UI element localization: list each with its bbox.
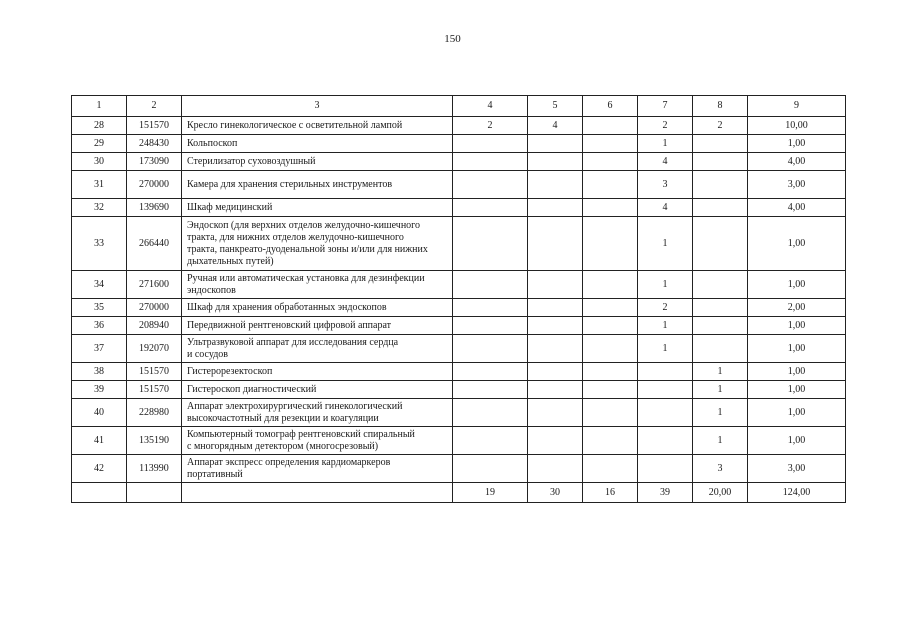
row-value-cell-c4 [453,299,528,317]
row-value-cell-c9: 1,00 [748,427,846,455]
table-header-row [72,96,846,117]
row-value-cell-c4 [453,335,528,363]
header-cell: 1 [72,96,127,117]
row-code-cell: 248430 [127,135,182,153]
row-name-line: Передвижной рентгеновский цифровой аппарат [187,319,392,331]
row-number-cell: 29 [72,135,127,153]
row-value-cell-c5 [528,135,583,153]
row-value-cell-c8 [693,153,748,171]
row-name-line: эндоскопов [187,284,236,296]
row-value-cell-c5 [528,399,583,427]
row-value-cell-c8: 1 [693,363,748,381]
row-value-cell-c5 [528,199,583,217]
table-row [72,427,846,455]
table-row [72,317,846,335]
row-value-cell-c6 [583,117,638,135]
row-value-cell-c9: 3,00 [748,171,846,199]
row-value-cell-c4 [453,271,528,299]
row-number-cell: 39 [72,381,127,399]
row-number-cell: 31 [72,171,127,199]
row-name-cell [182,199,453,217]
row-value-cell-c9: 4,00 [748,199,846,217]
row-value-cell-c6 [583,363,638,381]
row-value-cell-c6 [583,153,638,171]
totals-row [72,483,846,503]
row-number-cell: 28 [72,117,127,135]
row-value-cell-c4: 2 [453,117,528,135]
row-value-cell-c6 [583,455,638,483]
equipment-table [71,95,846,503]
table-row [72,335,846,363]
row-value-cell-c9: 3,00 [748,455,846,483]
table-row [72,299,846,317]
row-code-cell: 208940 [127,317,182,335]
row-name-line: Стерилизатор суховоздушный [187,155,316,167]
row-value-cell-c9: 1,00 [748,381,846,399]
row-value-cell-c6 [583,427,638,455]
totals-empty-cell [182,483,453,503]
row-value-cell-c4 [453,217,528,271]
total-cell-c4: 19 [453,483,528,503]
row-value-cell-c5 [528,171,583,199]
row-name-cell [182,427,453,455]
row-name-line: Аппарат экспресс определения кардиомаркеров [187,456,391,468]
row-value-cell-c6 [583,399,638,427]
row-value-cell-c7: 1 [638,335,693,363]
row-name-line: Компьютерный томограф рентгеновский спиральный [187,428,415,440]
row-value-cell-c5: 4 [528,117,583,135]
row-name-cell [182,363,453,381]
row-name-line: с многорядным детектором (многосрезовый) [187,440,379,452]
row-value-cell-c5 [528,299,583,317]
row-value-cell-c8 [693,171,748,199]
row-code-cell: 270000 [127,299,182,317]
row-name-line: дыхательных путей) [187,255,274,267]
table-row [72,117,846,135]
row-value-cell-c7: 1 [638,217,693,271]
row-name-cell [182,135,453,153]
row-name-line: Шкаф для хранения обработанных эндоскопов [187,301,387,313]
row-value-cell-c8 [693,335,748,363]
row-value-cell-c7: 2 [638,299,693,317]
table-row [72,171,846,199]
row-value-cell-c6 [583,381,638,399]
header-cell: 7 [638,96,693,117]
row-name-cell [182,271,453,299]
row-value-cell-c7 [638,427,693,455]
row-code-cell: 113990 [127,455,182,483]
row-value-cell-c4 [453,427,528,455]
row-code-cell: 139690 [127,199,182,217]
row-number-cell: 38 [72,363,127,381]
row-value-cell-c9: 1,00 [748,135,846,153]
row-name-cell [182,455,453,483]
row-number-cell: 41 [72,427,127,455]
row-value-cell-c8: 2 [693,117,748,135]
row-name-line: высокочастотный для резекции и коагуляции [187,412,379,424]
row-number-cell: 36 [72,317,127,335]
row-value-cell-c6 [583,135,638,153]
total-cell-c7: 39 [638,483,693,503]
row-value-cell-c4 [453,381,528,399]
row-value-cell-c7: 1 [638,317,693,335]
row-value-cell-c7 [638,363,693,381]
row-value-cell-c8 [693,299,748,317]
header-cell: 2 [127,96,182,117]
page-number: 150 [444,33,461,45]
header-cell: 5 [528,96,583,117]
table-row [72,381,846,399]
row-value-cell-c4 [453,199,528,217]
row-code-cell: 151570 [127,381,182,399]
row-name-cell [182,317,453,335]
row-name-line: Ручная или автоматическая установка для дезинфекции [187,272,425,284]
row-value-cell-c8: 1 [693,427,748,455]
row-value-cell-c5 [528,271,583,299]
header-cell: 9 [748,96,846,117]
table-row [72,153,846,171]
row-code-cell: 192070 [127,335,182,363]
row-value-cell-c8 [693,317,748,335]
row-value-cell-c6 [583,171,638,199]
table-row [72,363,846,381]
row-value-cell-c7 [638,455,693,483]
row-value-cell-c7 [638,399,693,427]
row-value-cell-c8: 1 [693,381,748,399]
row-value-cell-c8: 1 [693,399,748,427]
totals-empty-cell [72,483,127,503]
row-value-cell-c4 [453,363,528,381]
row-name-line: Гистероскоп диагностический [187,383,317,395]
row-value-cell-c4 [453,455,528,483]
row-value-cell-c7: 1 [638,135,693,153]
row-code-cell: 173090 [127,153,182,171]
table-row [72,271,846,299]
table-row [72,199,846,217]
row-value-cell-c5 [528,455,583,483]
row-name-line: тракта, панкреато-дуоденальной зоны и/или для нижних [187,243,428,255]
row-value-cell-c5 [528,381,583,399]
row-value-cell-c9: 1,00 [748,217,846,271]
row-value-cell-c7: 4 [638,199,693,217]
row-number-cell: 34 [72,271,127,299]
row-name-line: Кресло гинекологическое с осветительной лампой [187,119,403,131]
row-name-cell [182,335,453,363]
row-number-cell: 35 [72,299,127,317]
row-value-cell-c6 [583,199,638,217]
row-value-cell-c8: 3 [693,455,748,483]
row-code-cell: 228980 [127,399,182,427]
row-value-cell-c4 [453,317,528,335]
row-name-line: портативный [187,468,243,480]
table-row [72,135,846,153]
row-value-cell-c7: 1 [638,271,693,299]
row-code-cell: 270000 [127,171,182,199]
header-cell: 4 [453,96,528,117]
row-number-cell: 33 [72,217,127,271]
table-body [72,96,846,503]
row-value-cell-c6 [583,217,638,271]
row-code-cell: 151570 [127,363,182,381]
row-name-cell [182,217,453,271]
row-value-cell-c4 [453,399,528,427]
totals-empty-cell [127,483,182,503]
row-value-cell-c9: 1,00 [748,399,846,427]
row-value-cell-c7: 3 [638,171,693,199]
table-row [72,399,846,427]
row-name-line: Эндоскоп (для верхних отделов желудочно-кишечного [187,219,421,231]
row-value-cell-c7: 2 [638,117,693,135]
row-value-cell-c7: 4 [638,153,693,171]
row-value-cell-c7 [638,381,693,399]
row-code-cell: 266440 [127,217,182,271]
row-value-cell-c5 [528,427,583,455]
row-name-cell [182,299,453,317]
row-code-cell: 271600 [127,271,182,299]
row-value-cell-c6 [583,335,638,363]
row-value-cell-c8 [693,135,748,153]
row-value-cell-c9: 1,00 [748,363,846,381]
row-value-cell-c9: 2,00 [748,299,846,317]
row-name-cell [182,399,453,427]
row-value-cell-c8 [693,271,748,299]
row-number-cell: 30 [72,153,127,171]
row-value-cell-c6 [583,271,638,299]
row-code-cell: 135190 [127,427,182,455]
row-value-cell-c9: 10,00 [748,117,846,135]
row-value-cell-c9: 4,00 [748,153,846,171]
row-name-cell [182,171,453,199]
table-row [72,455,846,483]
row-value-cell-c6 [583,317,638,335]
header-cell: 6 [583,96,638,117]
row-value-cell-c5 [528,217,583,271]
header-cell: 3 [182,96,453,117]
row-name-line: Кольпоскоп [187,137,238,149]
row-number-cell: 32 [72,199,127,217]
total-cell-c9: 124,00 [748,483,846,503]
row-value-cell-c6 [583,299,638,317]
header-cell: 8 [693,96,748,117]
row-value-cell-c4 [453,153,528,171]
row-name-cell [182,381,453,399]
total-cell-c5: 30 [528,483,583,503]
total-cell-c6: 16 [583,483,638,503]
row-value-cell-c5 [528,335,583,363]
row-value-cell-c9: 1,00 [748,317,846,335]
row-value-cell-c9: 1,00 [748,335,846,363]
row-number-cell: 37 [72,335,127,363]
row-number-cell: 42 [72,455,127,483]
row-name-line: Аппарат электрохирургический гинекологический [187,400,403,412]
row-name-line: тракта, для нижних отделов желудочно-кишечного [187,231,404,243]
row-value-cell-c4 [453,171,528,199]
row-name-line: Гистерорезектоскоп [187,365,273,377]
row-name-line: Ультразвуковой аппарат для исследования сердца [187,336,399,348]
row-value-cell-c8 [693,199,748,217]
row-value-cell-c8 [693,217,748,271]
row-name-line: Шкаф медицинский [187,201,273,213]
total-cell-c8: 20,00 [693,483,748,503]
row-value-cell-c9: 1,00 [748,271,846,299]
row-number-cell: 40 [72,399,127,427]
table-row [72,217,846,271]
row-value-cell-c5 [528,317,583,335]
row-name-cell [182,117,453,135]
row-name-line: Камера для хранения стерильных инструментов [187,178,393,190]
row-name-cell [182,153,453,171]
row-code-cell: 151570 [127,117,182,135]
row-name-line: и сосудов [187,348,229,360]
row-value-cell-c5 [528,363,583,381]
row-value-cell-c5 [528,153,583,171]
row-value-cell-c4 [453,135,528,153]
